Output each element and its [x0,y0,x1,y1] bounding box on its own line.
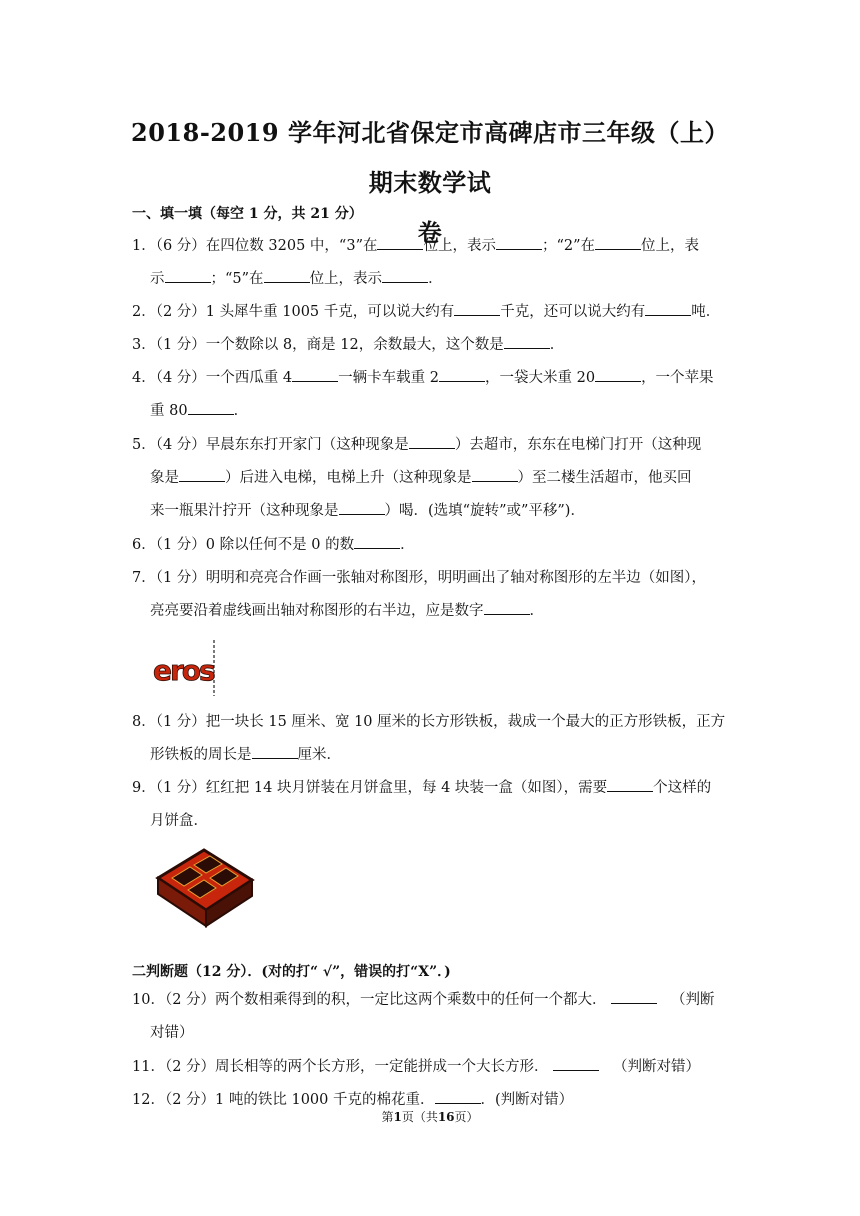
symmetry-figure [150,640,220,696]
question-3: 3．（1 分）一个数除以 8，商是 12，余数最大，这个数是 ． [132,329,732,362]
section-1-heading: 一、填一填（每空 1 分，共 21 分） [132,206,363,222]
question-2: 2．（2 分）1 头犀牛重 1005 千克，可以说大约有 千克，还可以说大约有 吨． [132,296,732,329]
answer-blank[interactable] [435,1089,481,1104]
title-line-1: 2018-2019 学年河北省保定市高碑店市三年级（上）期末数学试 [131,118,729,197]
answer-blank[interactable] [595,235,641,250]
answer-blank[interactable] [484,600,530,615]
question-7: 7．（1 分）明明和亮亮合作画一张轴对称图形，明明画出了轴对称图形的左半边（如图）， 亮亮要沿着虚线画出轴对称图形的右半边，应是数字 ． [132,570,707,619]
answer-blank[interactable] [504,334,550,349]
answer-blank[interactable] [382,268,428,283]
answer-blank[interactable] [179,467,225,482]
answer-blank[interactable] [165,268,211,283]
mooncake-box-figure [152,848,256,928]
answer-blank[interactable] [354,534,400,549]
answer-blank[interactable] [188,400,234,415]
answer-blank[interactable] [595,367,641,382]
page-total: 16 [437,1110,455,1124]
answer-blank[interactable] [553,1056,599,1071]
section-2-heading: 二判断题（12 分）．(对的打“ √”，错误的打“X”．) [132,964,451,980]
question-4: 4．（4 分）一个西瓜重 4 一辆卡车载重 2 ，一袋大米重 20 ，一个苹果 重 80 ． [132,362,732,428]
page-footer: 第1页（共16页） [381,1110,479,1124]
question-1: 1．（6 分）在四位数 3205 中，“3”在 位上，表示 ；“2”在 位上，表 示 ；“5”在 位上，表示 ． [132,230,732,296]
answer-blank[interactable] [292,367,338,382]
answer-blank[interactable] [377,235,423,250]
question-11: 11．（2 分）周长相等的两个长方形，一定能拼成一个大长方形． （判断对错） [132,1051,732,1084]
question-6: 6．（1 分）0 除以任何不是 0 的数 ． [132,529,732,562]
question-8: 8．（1 分）把一块长 15 厘米、宽 10 厘米的长方形铁板，裁成一个最大的正方形铁板，正方 形铁板的周长是 厘米． [132,714,726,763]
answer-blank[interactable] [496,235,542,250]
answer-blank[interactable] [439,367,485,382]
figure-letters: eros [153,654,214,687]
title-line-2: 卷 [417,218,443,247]
answer-blank[interactable] [607,777,653,792]
answer-blank[interactable] [339,500,385,515]
answer-blank[interactable] [252,744,298,759]
answer-blank[interactable] [409,434,455,449]
answer-blank[interactable] [611,989,657,1004]
page-number: 1 [393,1110,402,1124]
answer-blank[interactable] [472,467,518,482]
question-5: 5．（4 分）早晨东东打开家门（这种现象是 ）去超市，东东在电梯门打开（这种现 象是 ）后进入电梯，电梯上升（这种现象是 ）至二楼生活超市，他买回 来一瓶果汁拧开（这种现象是 ）喝．(选填“旋转”或”平移”)． [132,429,732,528]
question-10: 10．（2 分）两个数相乘得到的积，一定比这两个乘数中的任何一个都大． （判断 对错） [132,984,732,1050]
question-9: 9．（1 分）红红把 14 块月饼装在月饼盒里，每 4 块装一盒（如图），需要 个这样的 月饼盒． [132,772,732,838]
answer-blank[interactable] [264,268,310,283]
answer-blank[interactable] [645,301,691,316]
question-12: 12．（2 分）1 吨的铁比 1000 千克的棉花重． ．(判断对错） [132,1084,732,1117]
answer-blank[interactable] [454,301,500,316]
